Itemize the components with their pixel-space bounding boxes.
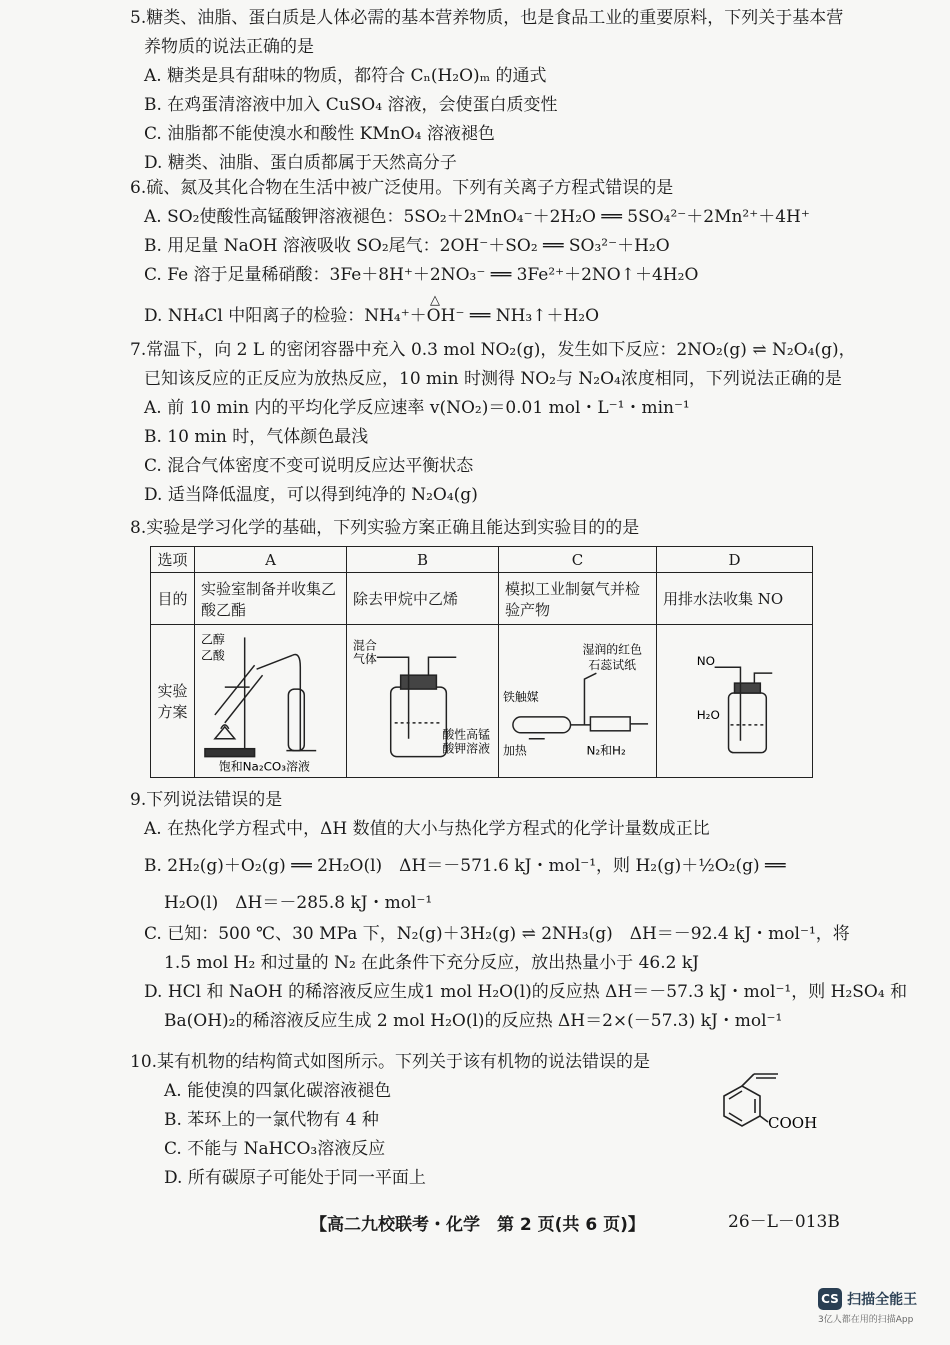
scanner-watermark	[818, 1288, 938, 1325]
table-label-purpose: 目的	[151, 573, 195, 625]
label-mixed: 混合	[352, 638, 377, 653]
table-row-header	[151, 547, 813, 573]
q5-option-c: C. 油脂都不能使溴水和酸性 KMnO₄ 溶液褪色	[144, 124, 495, 144]
setup-a	[195, 625, 347, 778]
label-iron-catalyst: 铁触媒	[502, 690, 539, 704]
q6-heat-condition: △	[430, 293, 440, 308]
table-header-c: C	[499, 547, 657, 573]
question-9	[130, 786, 908, 1036]
q5-stem-line2: 养物质的说法正确的是	[144, 37, 314, 57]
q7-option-c: C. 混合气体密度不变可说明反应达平衡状态	[144, 456, 474, 476]
exam-code: 26－L－013B	[728, 1212, 840, 1232]
question-5	[130, 4, 844, 178]
q9-option-d-line2: Ba(OH)₂的稀溶液反应生成 2 mol H₂O(l)的反应热 ΔH＝2×(－57.3) kJ・mol⁻¹	[164, 1011, 783, 1031]
setup-c	[499, 625, 657, 778]
q6-option-d-text: D. NH₄Cl 中阳离子的检验：NH₄⁺＋OH⁻ ══ NH₃↑＋H₂O	[144, 306, 600, 326]
label-ethanol: 乙醇	[200, 632, 225, 647]
label-gas: 气体	[352, 652, 377, 667]
purpose-d: 用排水法收集 NO	[657, 573, 813, 625]
q7-option-b: B. 10 min 时，气体颜色最浅	[144, 427, 369, 447]
q6-option-b: B. 用足量 NaOH 溶液吸收 SO₂尾气：2OH⁻＋SO₂ ══ SO₃²⁻＋H₂O	[144, 236, 670, 256]
page-footer: 【高二九校联考・化学 第 2 页(共 6 页)】	[310, 1215, 645, 1235]
table-row-purpose	[151, 573, 813, 625]
q7-stem-line2: 已知该反应的正反应为放热反应，10 min 时测得 NO₂与 N₂O₄浓度相同，下列说法正确的是	[144, 369, 842, 389]
camscanner-logo-icon: CS	[818, 1288, 842, 1310]
q9-option-a: A. 在热化学方程式中，ΔH 数值的大小与热化学方程式的化学计量数成正比	[144, 819, 710, 839]
q6-option-c: C. Fe 溶于足量稀硝酸：3Fe＋8H⁺＋2NO₃⁻ ══ 3Fe²⁺＋2NO↑＋4H₂O	[144, 265, 699, 285]
label-litmus-1: 湿润的红色	[582, 642, 642, 657]
apparatus-a-diagram	[195, 627, 346, 775]
q9-option-d-line1: D. HCl 和 NaOH 的稀溶液反应生成1 mol H₂O(l)的反应热 ΔH＝－57.3 kJ・mol⁻¹，则 H₂SO₄ 和	[144, 982, 908, 1002]
q10-option-c: C. 不能与 NaHCO₃溶液反应	[164, 1139, 386, 1159]
q10-option-b: B. 苯环上的一氯代物有 4 种	[164, 1110, 379, 1130]
q9-option-b-line2: H₂O(l) ΔH＝－285.8 kJ・mol⁻¹	[164, 893, 433, 913]
cooh-group-label: COOH	[768, 1114, 818, 1132]
q9-stem: 9.下列说法错误的是	[130, 790, 283, 810]
table-label-setup	[151, 625, 195, 778]
q9-option-c-line1: C. 已知：500 ℃、30 MPa 下，N₂(g)＋3H₂(g) ⇌ 2NH₃(g) ΔH＝－92.4 kJ・mol⁻¹，将	[144, 924, 850, 944]
q10-option-d: D. 所有碳原子可能处于同一平面上	[164, 1168, 426, 1188]
q6-option-d	[130, 293, 830, 331]
label-n2-h2: N₂和H₂	[586, 743, 626, 758]
purpose-c: 模拟工业制氨气并检验产物	[499, 573, 657, 625]
label-heating: 加热	[502, 743, 527, 758]
watermark-name: 扫描全能王	[847, 1292, 918, 1308]
q9-option-c-line2: 1.5 mol H₂ 和过量的 N₂ 在此条件下充分反应，放出热量小于 46.2 kJ	[164, 953, 699, 973]
q5-stem-line1: 5.糖类、油脂、蛋白质是人体必需的基本营养物质，也是食品工业的重要原料，下列关于基本营	[130, 8, 844, 28]
label-litmus-2: 石蕊试纸	[588, 658, 637, 673]
q10-stem: 10.某有机物的结构简式如图所示。下列关于该有机物的说法错误的是	[130, 1052, 651, 1072]
experiment-table	[150, 546, 813, 778]
setup-label-1: 实验	[157, 682, 188, 700]
setup-label-2: 方案	[157, 703, 188, 721]
label-kmno4-2: 酸钾溶液	[442, 741, 490, 756]
purpose-a: 实验室制备并收集乙酸乙酯	[195, 573, 347, 625]
q10-option-a: A. 能使溴的四氯化碳溶液褪色	[164, 1081, 392, 1101]
label-kmno4-1: 酸性高锰	[442, 727, 490, 742]
label-no: NO	[696, 654, 716, 669]
q5-option-b: B. 在鸡蛋清溶液中加入 CuSO₄ 溶液，会使蛋白质变性	[144, 95, 558, 115]
q6-option-a: A. SO₂使酸性高锰酸钾溶液褪色：5SO₂＋2MnO₄⁻＋2H₂O ══ 5SO₄²⁻＋2Mn²⁺＋4H⁺	[144, 207, 810, 227]
table-header-d: D	[657, 547, 813, 573]
label-na2co3: 饱和Na₂CO₃溶液	[218, 759, 310, 774]
table-header-a: A	[195, 547, 347, 573]
question-7	[130, 336, 856, 510]
q7-option-a: A. 前 10 min 内的平均化学反应速率 v(NO₂)＝0.01 mol・L⁻¹・min⁻¹	[144, 398, 690, 418]
table-row-setup	[151, 625, 813, 778]
label-acetic-acid: 乙酸	[200, 648, 225, 663]
watermark-subtitle: 3亿人都在用的扫描App	[818, 1315, 914, 1325]
label-water: H₂O	[696, 707, 720, 722]
q7-option-d: D. 适当降低温度，可以得到纯净的 N₂O₄(g)	[144, 485, 478, 505]
q9-option-b-line1: B. 2H₂(g)＋O₂(g) ══ 2H₂O(l) ΔH＝－571.6 kJ・mol⁻¹，则 H₂(g)＋½O₂(g) ══	[144, 856, 786, 876]
q6-stem: 6.硫、氮及其化合物在生活中被广泛使用。下列有关离子方程式错误的是	[130, 178, 674, 198]
apparatus-b-diagram	[347, 627, 498, 775]
setup-d	[657, 625, 813, 778]
setup-b	[347, 625, 499, 778]
apparatus-d-diagram	[657, 627, 812, 775]
purpose-b: 除去甲烷中乙烯	[347, 573, 499, 625]
q5-option-a: A. 糖类是具有甜味的物质，都符合 Cₙ(H₂O)ₘ 的通式	[144, 66, 547, 86]
question-8	[130, 514, 830, 543]
question-6	[130, 174, 830, 331]
q7-stem-line1: 7.常温下，向 2 L 的密闭容器中充入 0.3 mol NO₂(g)，发生如下反应：2NO₂(g) ⇌ N₂O₄(g)，	[130, 340, 856, 360]
q8-stem: 8.实验是学习化学的基础，下列实验方案正确且能达到实验目的的是	[130, 518, 640, 538]
table-header-option: 选项	[151, 547, 195, 573]
apparatus-c-diagram	[499, 627, 656, 775]
q5-option-d: D. 糖类、油脂、蛋白质都属于天然高分子	[144, 153, 457, 173]
molecule-structure	[702, 1068, 822, 1142]
table-header-b: B	[347, 547, 499, 573]
